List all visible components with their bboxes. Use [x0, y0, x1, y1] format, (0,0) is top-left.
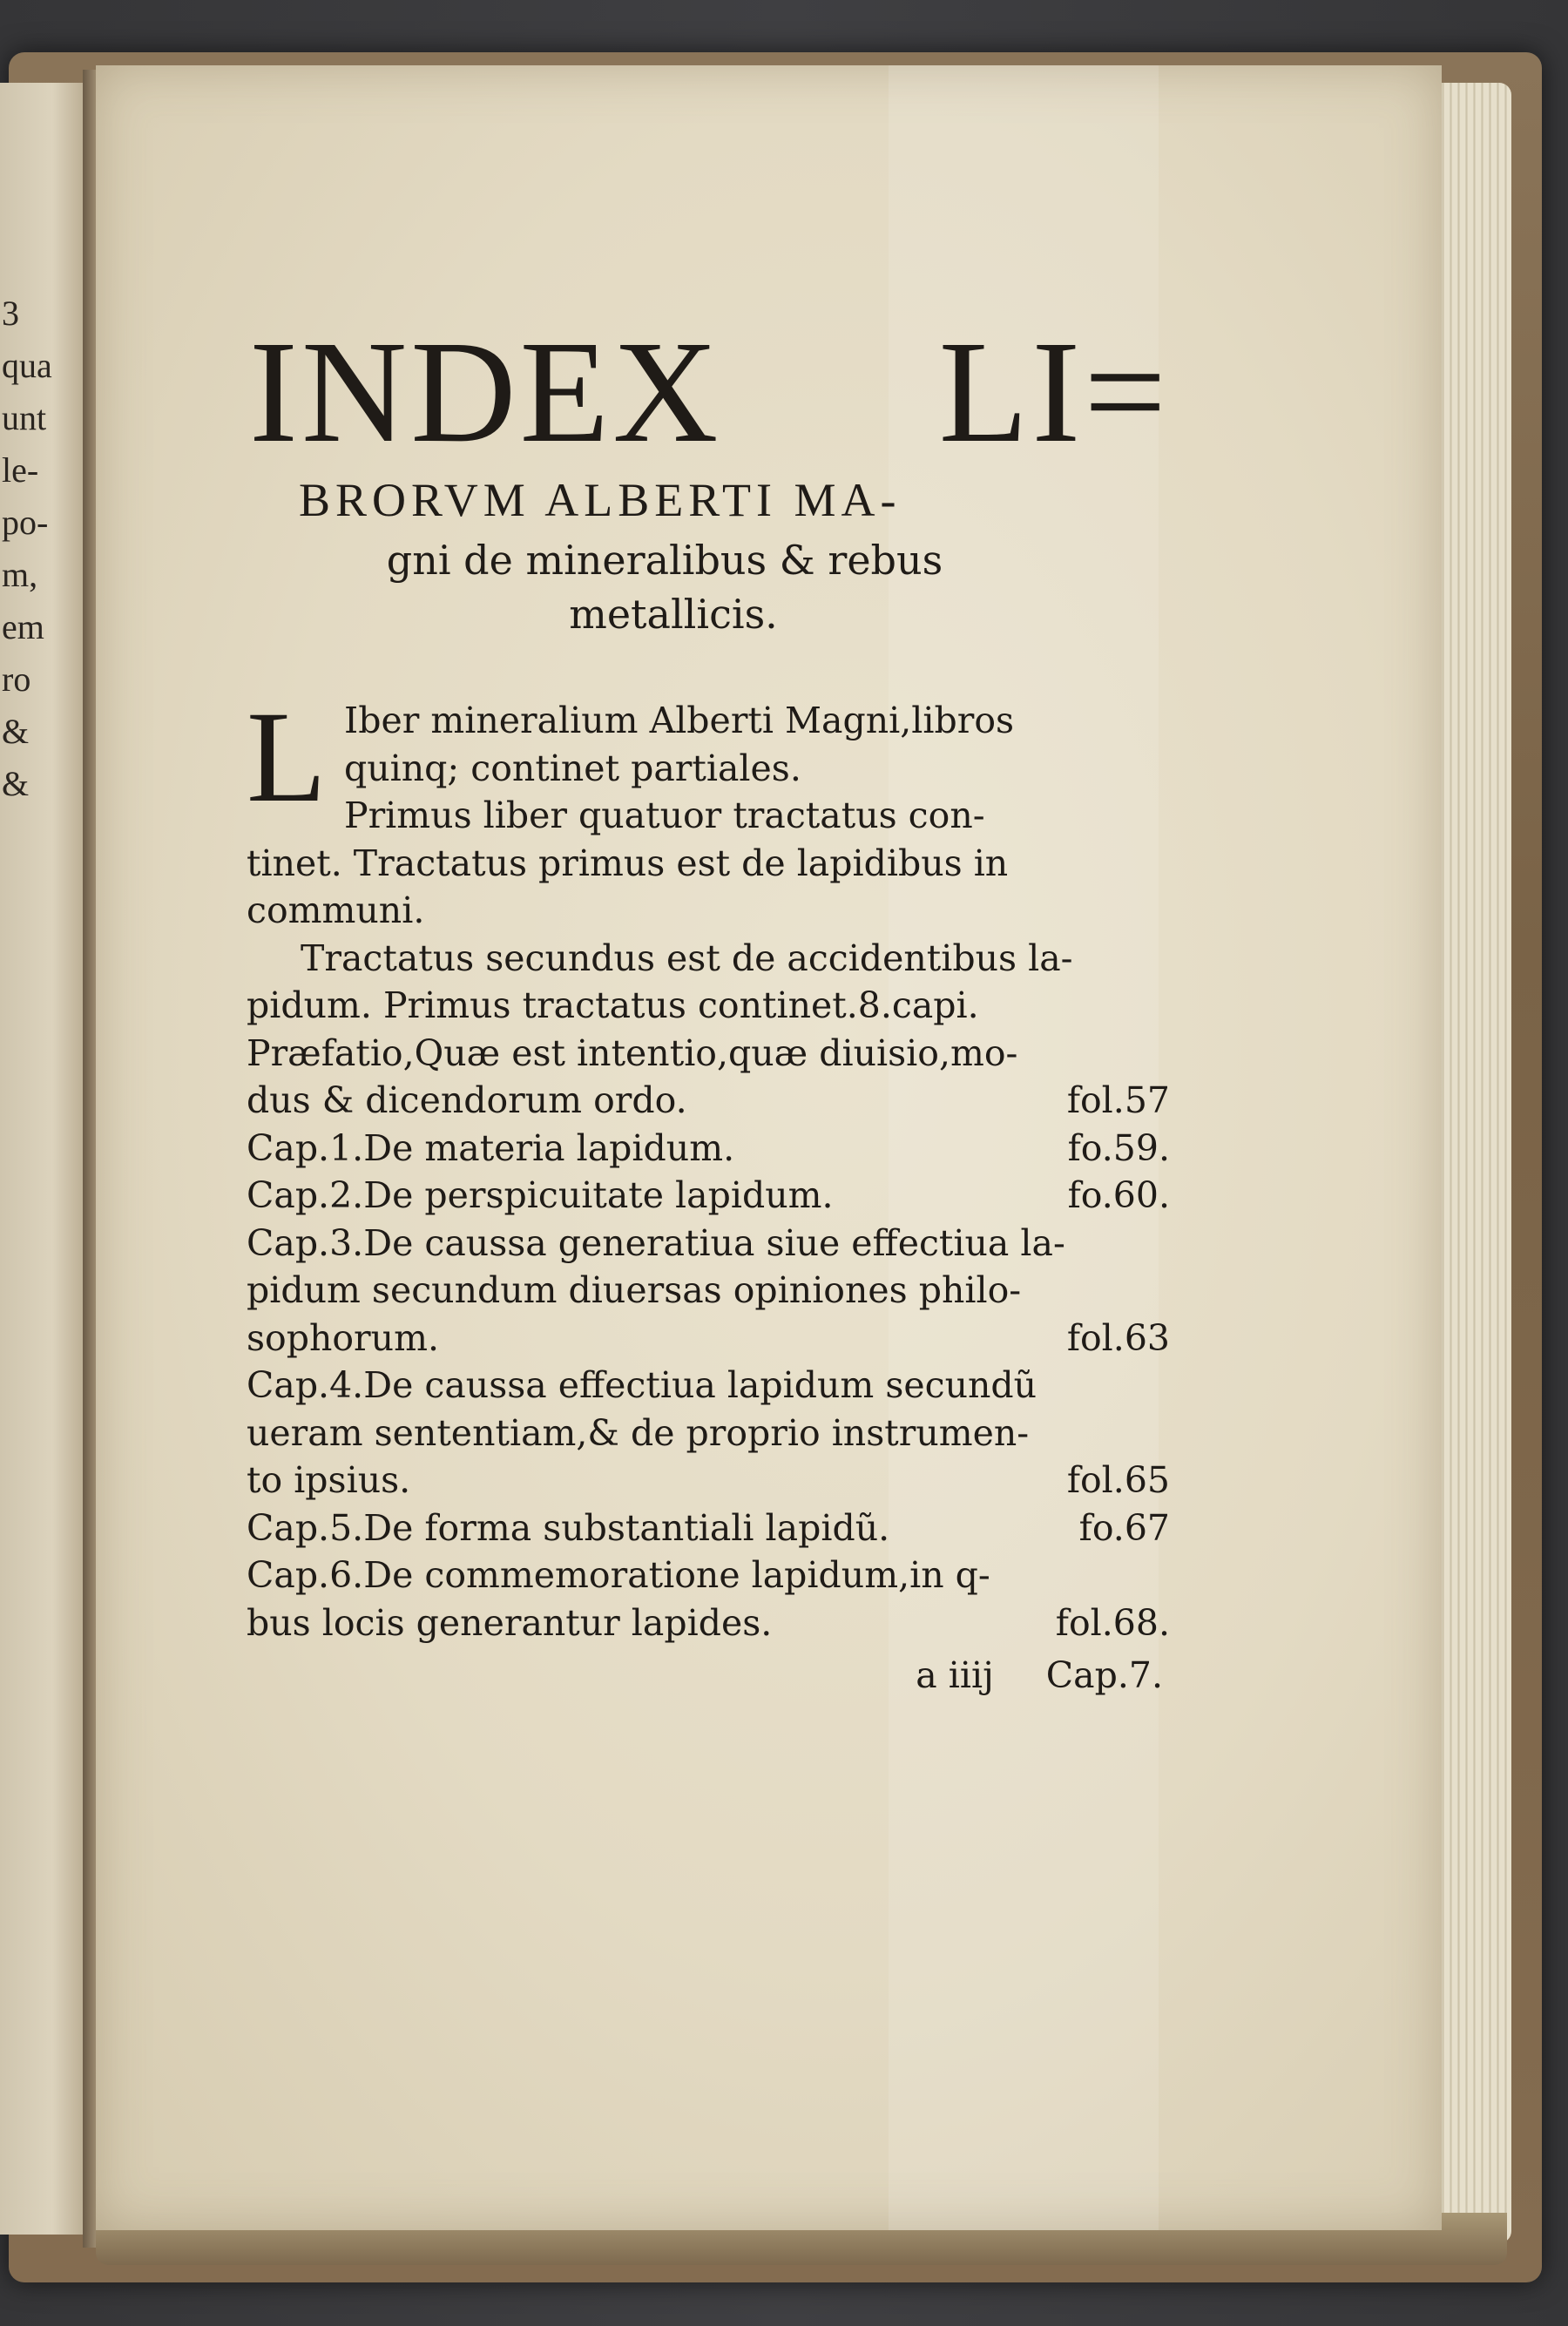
- left-fragment: ro: [2, 659, 31, 699]
- entry-text: sophorum.: [247, 1316, 439, 1359]
- title-index-word: INDEX: [249, 311, 722, 473]
- signature-mark: a iiij: [916, 1654, 994, 1696]
- text-line: Primus liber quatuor tractatus con-: [344, 794, 985, 836]
- index-entry: [247, 1504, 1170, 1552]
- page-footer: [247, 1652, 1170, 1704]
- left-page: [0, 83, 87, 2235]
- entry-text: bus locis generantur lapides.: [247, 1601, 773, 1644]
- text-line: quinq; continet partiales.: [344, 747, 801, 789]
- index-entry: [247, 1599, 1170, 1647]
- title-line-4: metallicis.: [569, 591, 778, 638]
- entry-text: Cap.2.De perspicuitate lapidum.: [247, 1174, 834, 1216]
- drop-cap: L: [247, 685, 327, 829]
- left-fragment: &: [2, 764, 30, 803]
- left-fragment: qua: [2, 346, 52, 385]
- left-fragment: &: [2, 712, 30, 751]
- entry-text: to ipsius.: [247, 1459, 411, 1501]
- text-line: pidum. Primus tractatus continet.8.capi.: [247, 984, 979, 1026]
- entry-text: Cap.5.De forma substantiali lapidũ.: [247, 1506, 890, 1549]
- text-line: tinet. Tractatus primus est de lapidibus in: [247, 842, 1009, 884]
- left-fragment: le-: [2, 450, 39, 490]
- index-entry: [247, 1172, 1170, 1220]
- left-fragment: unt: [2, 398, 47, 437]
- left-fragment: po-: [2, 503, 49, 542]
- text-line: Iber mineralium Alberti Magni,libros: [344, 700, 1015, 741]
- entry-folio: fol.65: [1066, 1459, 1170, 1501]
- left-fragment: em: [2, 607, 44, 646]
- index-entry: [247, 1315, 1170, 1362]
- text-line: Præfatio,Quæ est intentio,quæ diuisio,mo-: [247, 1031, 1018, 1074]
- title-line-3: gni de mineralibus & rebus: [386, 537, 943, 584]
- title-line-2: BRORVM ALBERTI MA-: [299, 474, 902, 526]
- text-line: Tractatus secundus est de accidentibus la-: [301, 936, 1073, 979]
- entry-folio: fo.59.: [1067, 1126, 1170, 1169]
- index-body: [247, 685, 1170, 1704]
- text-line: pidum secundum diuersas opiniones philo-: [247, 1269, 1022, 1311]
- entry-text: dus & dicendorum ordo.: [247, 1079, 687, 1121]
- text-line: Cap.6.De commemoratione lapidum,in q-: [247, 1554, 990, 1596]
- entry-folio: fol.57: [1066, 1079, 1170, 1121]
- text-line: Cap.3.De caussa generatiua siue effectiua la-: [247, 1221, 1065, 1264]
- index-entry: [247, 1125, 1170, 1173]
- left-fragment: m,: [2, 555, 38, 594]
- left-page-fragments: [2, 287, 80, 810]
- entry-folio: fo.60.: [1067, 1174, 1170, 1216]
- entry-text: Cap.1.De materia lapidum.: [247, 1126, 735, 1169]
- index-entry: [247, 1077, 1170, 1125]
- entry-folio: fol.68.: [1055, 1601, 1170, 1644]
- index-text-block: [247, 311, 1170, 1704]
- text-line: ueram sententiam,& de proprio instrumen-: [247, 1411, 1030, 1454]
- entry-folio: fo.67: [1078, 1506, 1170, 1549]
- catchword: Cap.7.: [1045, 1654, 1163, 1696]
- title-line-1: [249, 311, 1170, 473]
- entry-folio: fol.63: [1066, 1316, 1170, 1359]
- title-li-fragment: LI=: [938, 311, 1170, 473]
- left-fragment: 3: [2, 294, 19, 333]
- index-entry: [247, 1457, 1170, 1504]
- text-line: Cap.4.De caussa effectiua lapidum secundũ: [247, 1364, 1037, 1406]
- text-line: communi.: [247, 889, 425, 931]
